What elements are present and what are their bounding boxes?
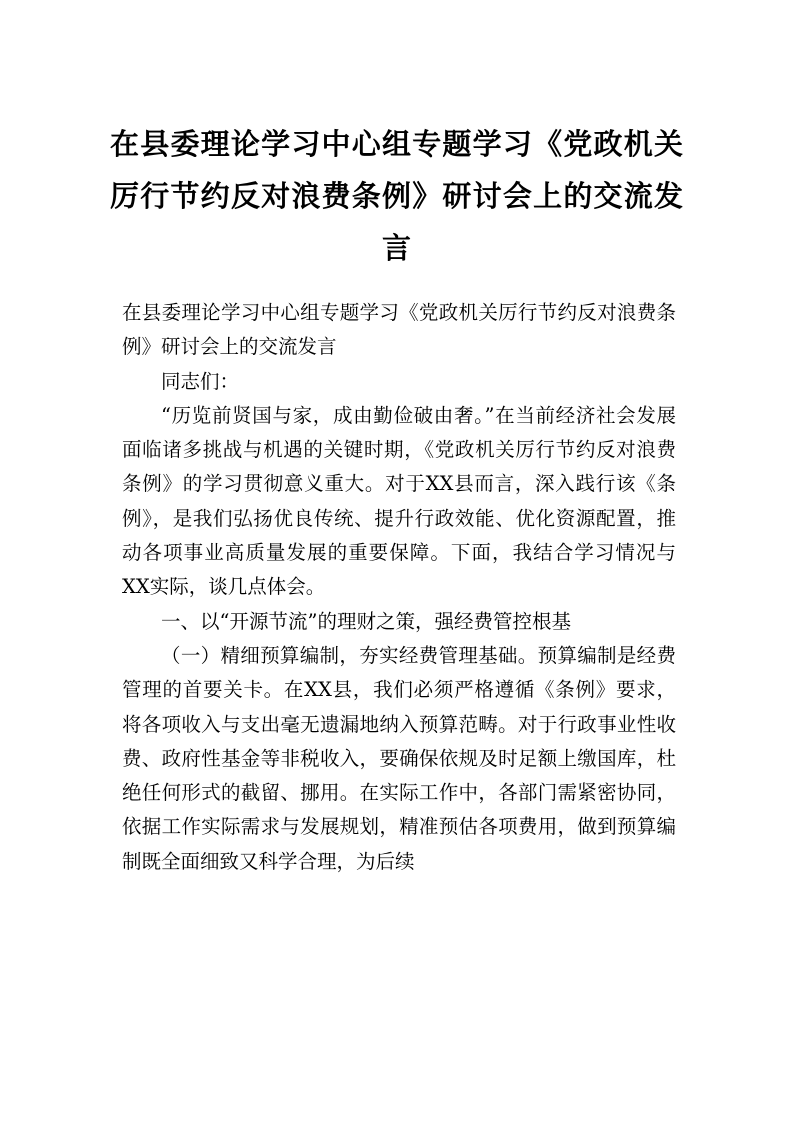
document-title: 在县委理论学习中心组专题学习《党政机关厉行节约反对浪费条例》研讨会上的交流发言 [110, 127, 683, 265]
body-paragraph: （一）精细预算编制，夯实经费管理基础。预算编制是经费管理的首要关卡。在XX县，我们必须严格遵循《条例》要求，将各项收入与支出毫无遗漏地纳入预算范畴。对于行政事业性收费、政府性基金等非税收入，要确保依规及时足额上缴国库，杜绝任何形式的截留、挪用。在实际工作中，各部门需紧密协同，依据工作实际需求与发展规划，精准预估各项费用，做到预算编制既全面细致又科学合理，为后续 [122, 643, 676, 873]
intro-paragraph: “历览前贤国与家，成由勤俭破由奢。”在当前经济社会发展面临诸多挑战与机遇的关键时期，《党政机关厉行节约反对浪费条例》的学习贯彻意义重大。对于XX县而言，深入践行该《条例》，是我们弘扬优良传统、提升行政效能、优化资源配置，推动各项事业高质量发展的重要保障。下面，我结合学习情况与XX实际，谈几点体会。 [122, 403, 676, 599]
salutation-paragraph: 同志们： [161, 369, 240, 393]
section-heading: 一、以“开源节流”的理财之策，强经费管控根基 [161, 609, 571, 633]
subtitle-paragraph: 在县委理论学习中心组专题学习《党政机关厉行节约反对浪费条例》研讨会上的交流发言 [122, 301, 676, 359]
document-body [122, 296, 676, 879]
